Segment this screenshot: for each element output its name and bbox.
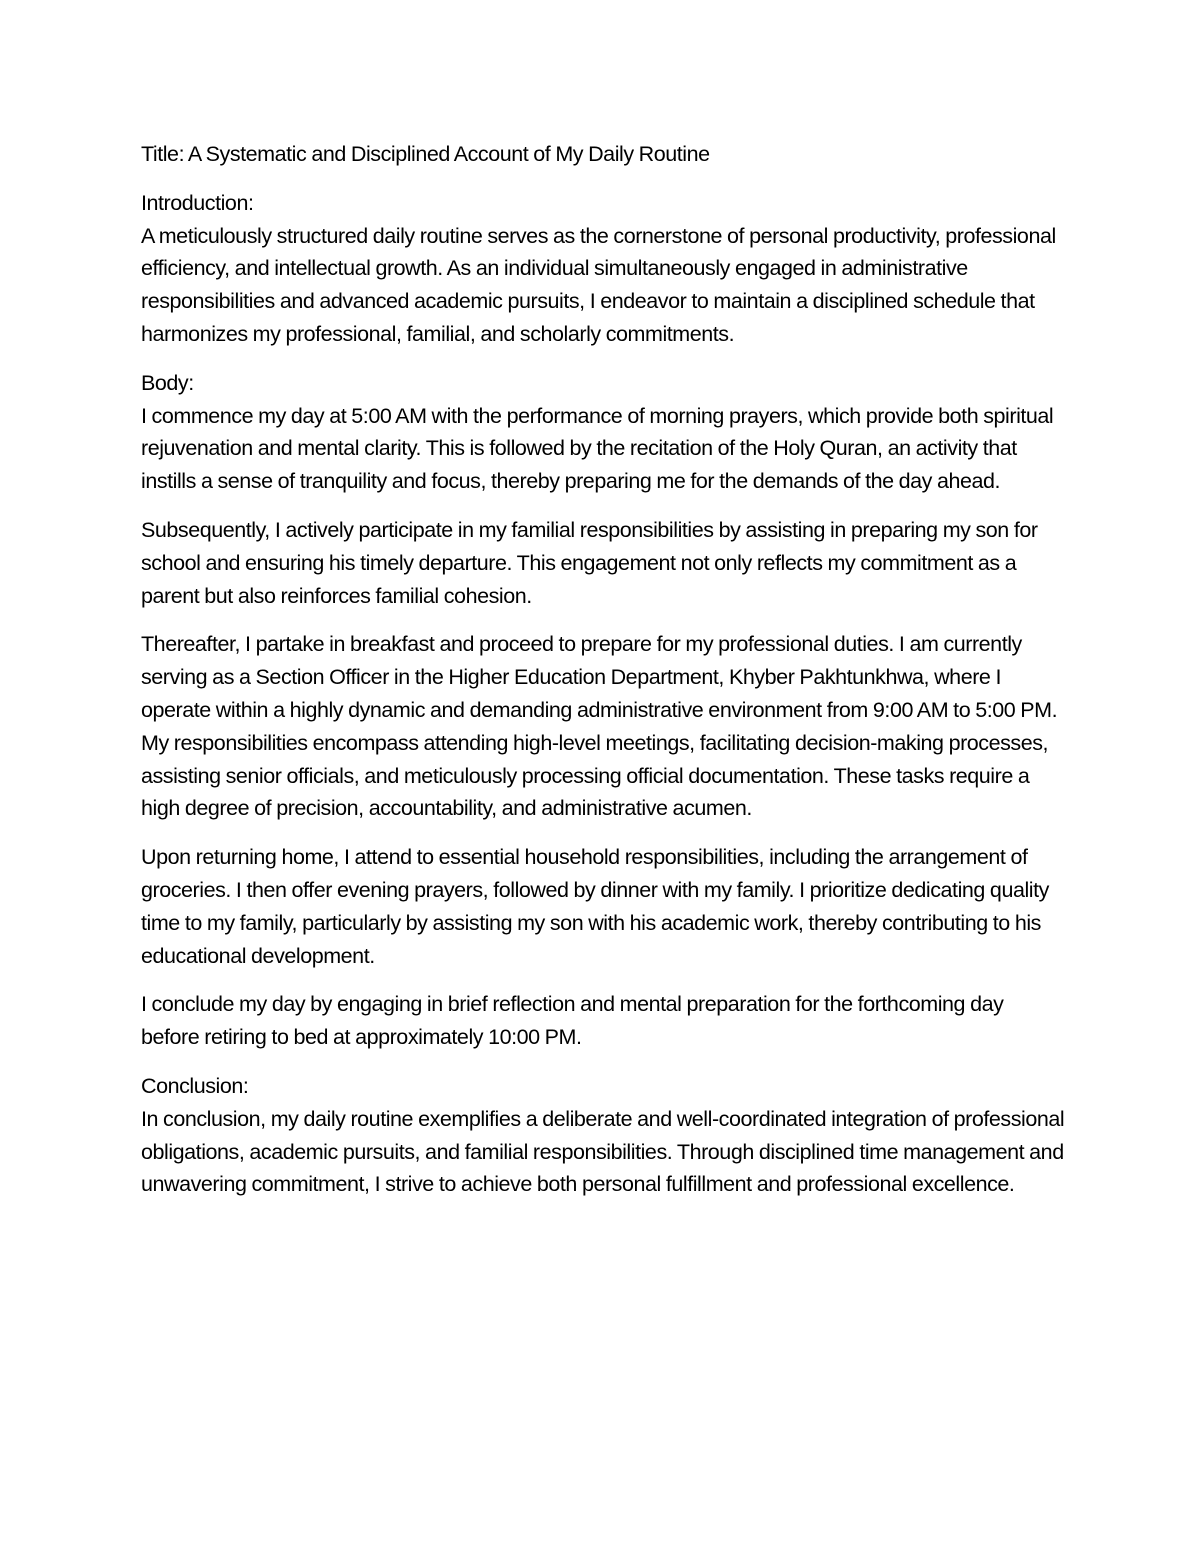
body-heading: Body: — [141, 370, 194, 395]
body-paragraph-morning: I commence my day at 5:00 AM with the performance of morning prayers, which provide both spiritual rejuvenation and mental clarity. This is followed by the recitation of the Holy Quran, an activity that instills a sense of tranquility and focus, thereby preparing me for the demands of the day ahead. — [141, 403, 1054, 494]
introduction-paragraph: A meticulously structured daily routine serves as the cornerstone of personal productivity, professional efficiency, and intellectual growth. As an individual simultaneously engaged in administrative responsibilities and advanced academic pursuits, I endeavor to maintain a disciplined schedule that harmonizes my professional, familial, and scholarly commitments. — [141, 223, 1056, 346]
document-title: Title: A Systematic and Disciplined Account of My Daily Routine — [141, 142, 710, 166]
body-paragraph-work: Thereafter, I partake in breakfast and proceed to prepare for my professional duties. I am currently serving as a Section Officer in the Higher Education Department, Khyber Pakhtunkhwa, where I operate within a highly dynamic and demanding administrative environment from 9:00 AM to 5:00 PM. My responsibilities encompass attending high-level meetings, facilitating decision-making processes, assisting senior officials, and meticulously processing official documentation. These tasks require a high degree of precision, accountability, and administrative acumen. — [141, 632, 1058, 821]
introduction-heading: Introduction: — [141, 190, 254, 215]
conclusion-heading: Conclusion: — [141, 1073, 249, 1098]
conclusion-paragraph: In conclusion, my daily routine exemplifies a deliberate and well-coordinated integration of professional obligations, academic pursuits, and familial responsibilities. Through disciplined time management and unwavering commitment, I strive to achieve both personal fulfillment and professional excellence. — [141, 1106, 1065, 1197]
document-page — [141, 138, 1066, 1217]
body-paragraph-night: I conclude my day by engaging in brief reflection and mental preparation for the forthcoming day before retiring to bed at approximately 10:00 PM. — [141, 992, 1004, 1050]
body-paragraph-evening: Upon returning home, I attend to essential household responsibilities, including the arrangement of groceries. I then offer evening prayers, followed by dinner with my family. I prioritize dedicating quality time to my family, particularly by assisting my son with his academic work, thereby contributing to his educational development. — [141, 845, 1049, 968]
body-paragraph-family: Subsequently, I actively participate in my familial responsibilities by assisting in preparing my son for school and ensuring his timely departure. This engagement not only reflects my commitment as a parent but also reinforces familial cohesion. — [141, 517, 1038, 608]
